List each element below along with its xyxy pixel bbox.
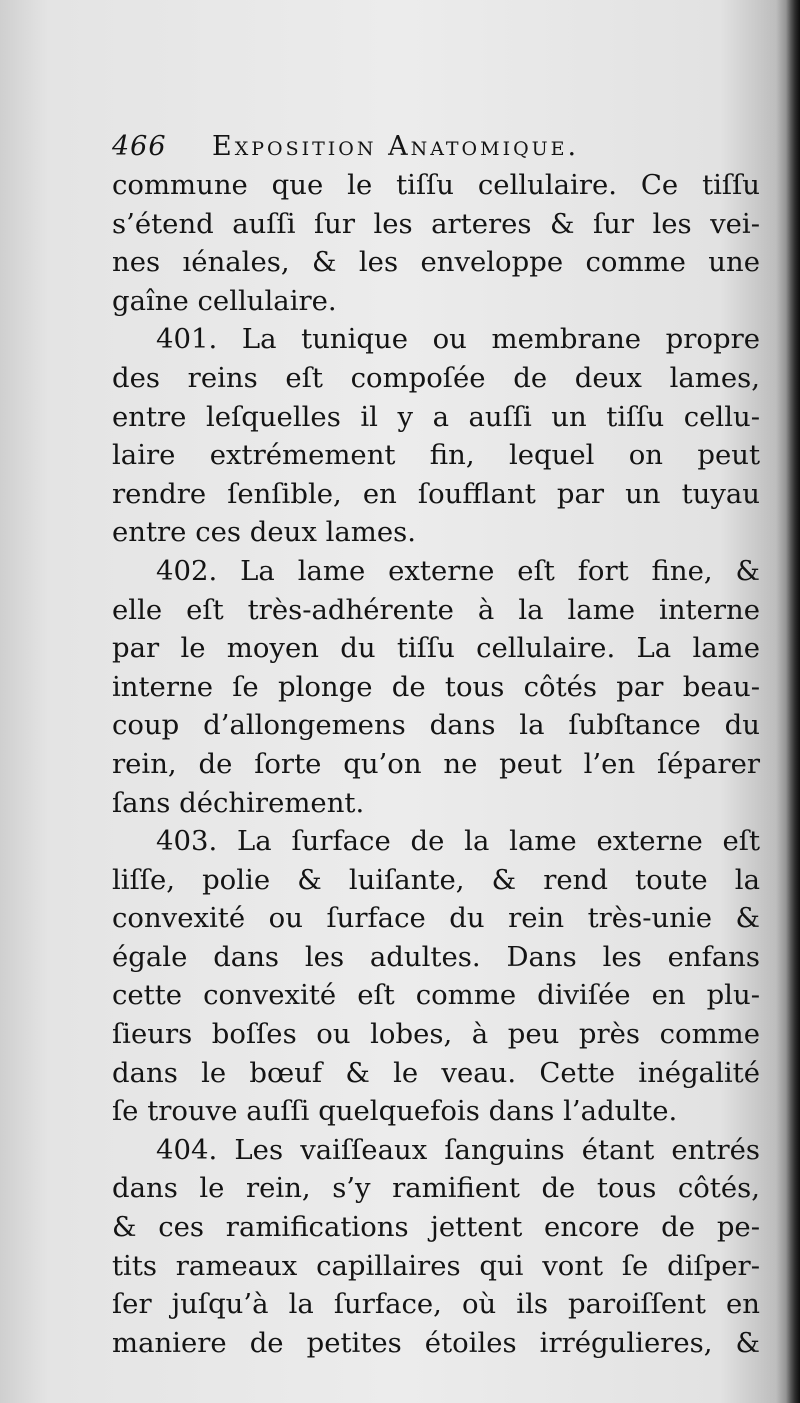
text-line: laire extrémement fin, lequel on peut (112, 439, 760, 472)
text-line: & ces ramifications jettent encore de pe- (112, 1211, 760, 1244)
text-line: interne ſe plonge de tous côtés par beau- (112, 670, 760, 703)
text-line: entre leſquelles il y a auſſi un tiſſu cellu- (112, 400, 760, 433)
text-line: elle eſt très-adhérente à la lame interne (112, 593, 760, 626)
text-line: ſer juſqu’à la ſurface, où ils paroiſſent en (112, 1288, 760, 1321)
text-line: dans le bœuf & le veau. Cette inégalité (112, 1056, 760, 1089)
text-line: nes ıénales, & les enveloppe comme une (112, 246, 760, 279)
text-line: rendre ſenſible, en ſoufflant par un tuyau (112, 477, 760, 510)
text-line: cette convexité eſt comme diviſée en plu- (112, 979, 760, 1012)
text-line: 403. La ſurface de la lame externe eſt (156, 825, 760, 858)
text-line: égale dans les adultes. Dans les enfans (112, 940, 760, 973)
running-head: Exposition Anatomique. (212, 131, 580, 162)
page-header (112, 128, 760, 166)
text-line: ſe trouve auſſi quelquefois dans l’adulte. (112, 1095, 678, 1128)
text-line: gaîne cellulaire. (112, 284, 337, 317)
text-line: entre ces deux lames. (112, 516, 416, 549)
text-line: rein, de ſorte qu’on ne peut l’en ſéparer (112, 747, 760, 780)
page-number: 466 (112, 131, 167, 162)
text-line: 404. Les vaiſſeaux ſanguins étant entrés (156, 1133, 760, 1166)
text-line: 401. La tunique ou membrane propre (156, 323, 760, 356)
text-line: coup d’allongemens dans la ſubſtance du (112, 709, 760, 742)
text-line: par le moyen du tiſſu cellulaire. La lame (112, 632, 760, 665)
text-block (112, 128, 760, 1362)
text-line: maniere de petites étoiles irrégulieres, & (112, 1326, 760, 1359)
text-line: s’étend auſſi ſur les arteres & ſur les vei- (112, 207, 760, 240)
text-line: tits rameaux capillaires qui vont ſe diſper- (112, 1249, 760, 1282)
text-line: liſſe, polie & luiſante, & rend toute la (112, 863, 760, 896)
text-line: ſieurs boſſes ou lobes, à peu près comme (112, 1018, 760, 1051)
text-line: ſans déchirement. (112, 786, 365, 819)
text-line: dans le rein, s’y ramifient de tous côtés, (112, 1172, 760, 1205)
text-line: 402. La lame externe eſt fort fine, & (156, 554, 760, 587)
text-line: commune que le tiſſu cellulaire. Ce tiſſu (112, 169, 760, 201)
text-line: des reins eſt compoſée de deux lames, (112, 361, 760, 394)
body-text (112, 166, 760, 1362)
text-line: convexité ou ſurface du rein très-unie & (112, 902, 760, 935)
